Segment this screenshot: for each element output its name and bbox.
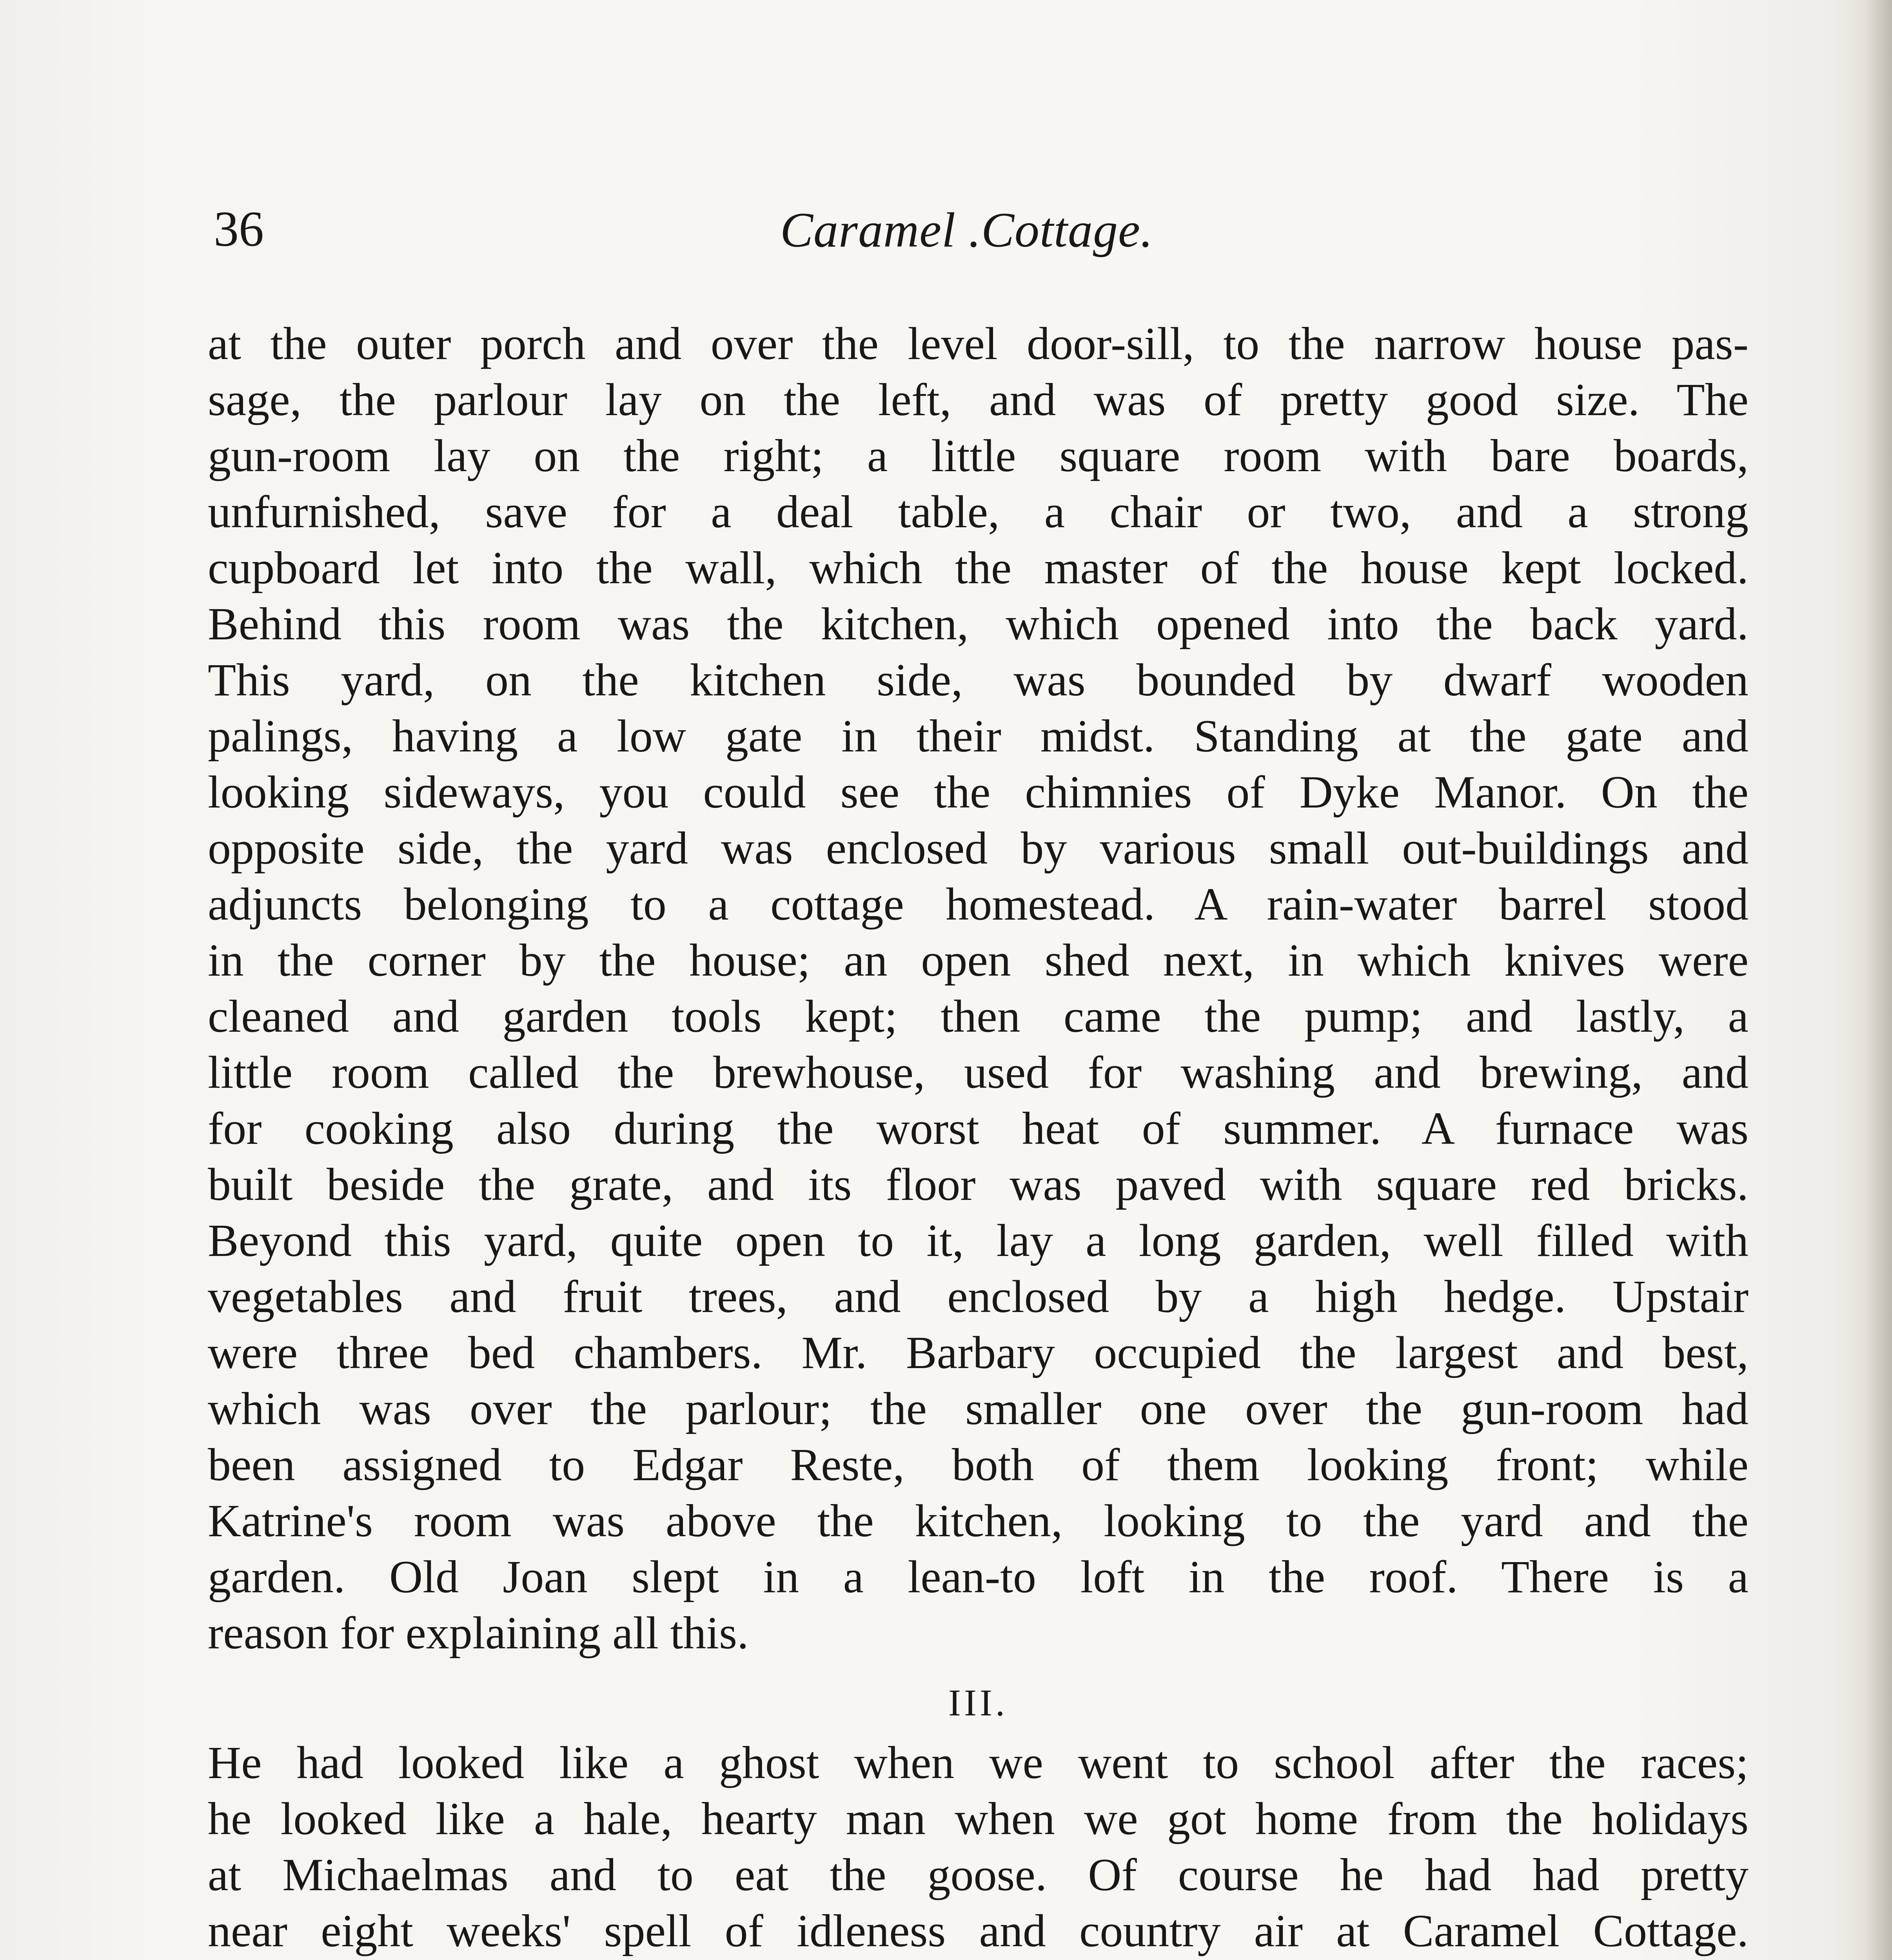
text-line: little room called the brewhouse, used for washing and brewing, and	[208, 1047, 1749, 1098]
text-line: for cooking also during the worst heat of summer. A furnace was	[208, 1103, 1749, 1154]
text-line: he looked like a hale, hearty man when we got home from the holidays	[208, 1793, 1749, 1844]
body-text	[208, 316, 1749, 1960]
text-line: opposite side, the yard was enclosed by various small out-buildings and	[208, 822, 1749, 874]
section-number: III.	[948, 1682, 1008, 1724]
text-line: built beside the grate, and its floor was paved with square red bricks.	[208, 1159, 1749, 1210]
paragraph-1	[208, 316, 1749, 1661]
text-line: cupboard let into the wall, which the master of the house kept locked.	[208, 542, 1749, 593]
text-line: He had looked like a ghost when we went to school after the races;	[208, 1737, 1749, 1788]
text-line: unfurnished, save for a deal table, a chair or two, and a strong	[208, 486, 1749, 537]
text-line: at the outer porch and over the level door-sill, to the narrow house pas-	[208, 318, 1749, 369]
text-line: vegetables and fruit trees, and enclosed by a high hedge. Upstair	[208, 1271, 1749, 1322]
text-line: adjuncts belonging to a cottage homestead. A rain-water barrel stood	[208, 878, 1749, 930]
text-line: palings, having a low gate in their midst. Standing at the gate and	[208, 710, 1749, 762]
text-line: near eight weeks' spell of idleness and country air at Caramel Cottage.	[208, 1905, 1749, 1956]
text-line: which was over the parlour; the smaller one over the gun-room had	[208, 1383, 1749, 1434]
text-line: sage, the parlour lay on the left, and was of pretty good size. The	[208, 374, 1749, 425]
page-number: 36	[214, 201, 264, 257]
running-title: Caramel .Cottage.	[780, 203, 1153, 258]
text-line: looking sideways, you could see the chimnies of Dyke Manor. On the	[208, 766, 1749, 818]
text-line: were three bed chambers. Mr. Barbary occupied the largest and best,	[208, 1327, 1749, 1378]
text-line: garden. Old Joan slept in a lean-to loft in the roof. There is a	[208, 1551, 1749, 1602]
text-line: been assigned to Edgar Reste, both of them looking front; while	[208, 1439, 1749, 1490]
page-edge-shadow	[1865, 0, 1892, 1960]
text-line: Beyond this yard, quite open to it, lay a long garden, well filled with	[208, 1215, 1749, 1266]
text-line: Katrine's room was above the kitchen, looking to the yard and the	[208, 1495, 1749, 1546]
text-line: This yard, on the kitchen side, was bounded by dwarf wooden	[208, 654, 1749, 706]
text-line: at Michaelmas and to eat the goose. Of course he had had pretty	[208, 1849, 1749, 1900]
text-line: cleaned and garden tools kept; then came the pump; and lastly, a	[208, 991, 1749, 1042]
text-line: gun-room lay on the right; a little square room with bare boards,	[208, 430, 1749, 481]
text-line: Behind this room was the kitchen, which opened into the back yard.	[208, 598, 1749, 650]
text-line: reason for explaining all this.	[208, 1607, 749, 1659]
paragraph-2	[208, 1735, 1749, 1960]
text-line: in the corner by the house; an open shed next, in which knives were	[208, 935, 1749, 986]
